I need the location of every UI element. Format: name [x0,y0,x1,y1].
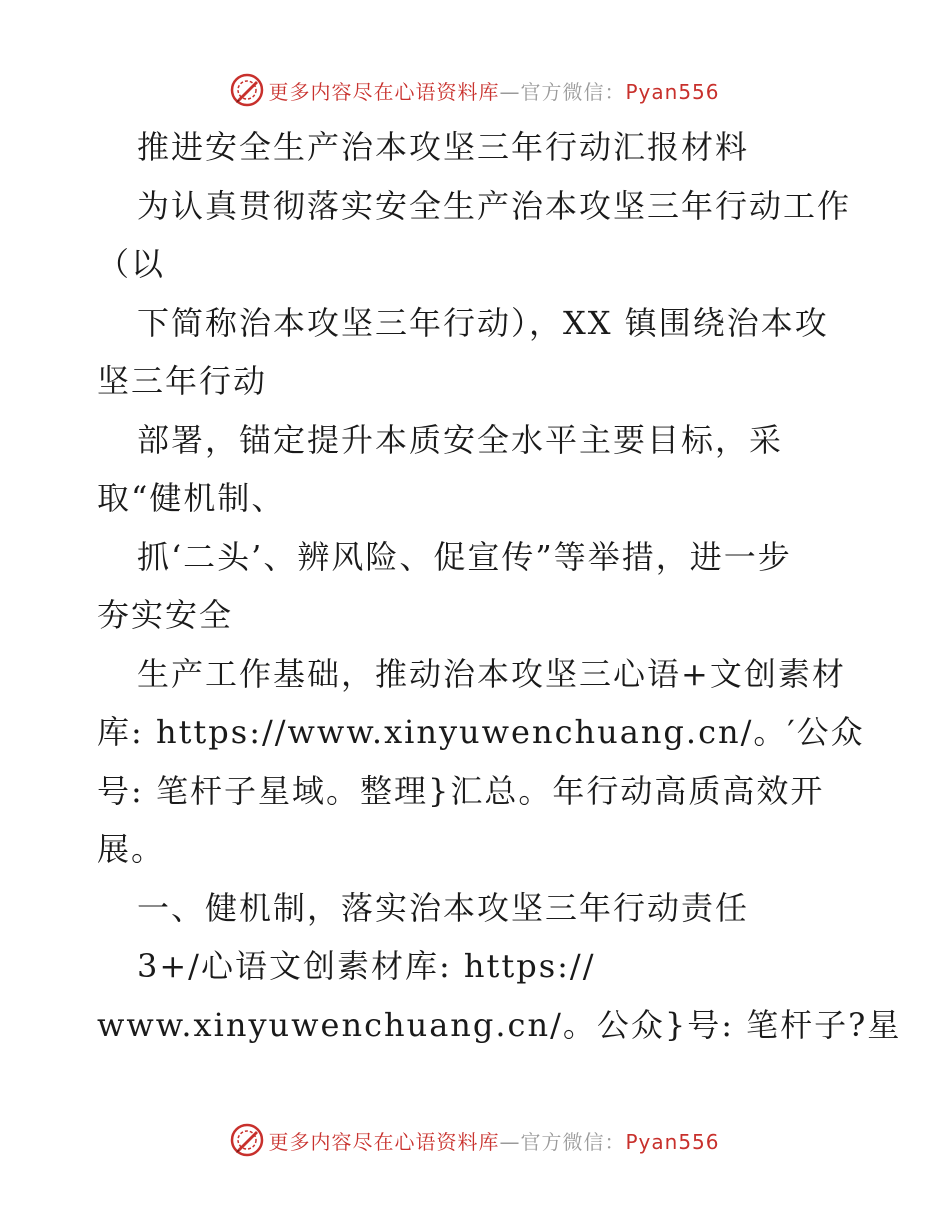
footer-watermark [0,1120,950,1160]
doc-line: 库: https://www.xinyuwenchuang.cn/。′公众 [97,713,865,751]
pen-logo-icon [230,73,264,107]
doc-line: 部署，锚定提升本质安全水平主要目标，采 [137,420,784,459]
section-heading: 一、健机制，落实治本攻坚三年行动责任 [137,888,750,927]
doc-line: 夯实安全 [97,596,234,634]
doc-title: 推进安全生产治本攻坚三年行动汇报材料 [137,128,750,166]
doc-line: 抓‘二头’、辨风险、促宣传”等举措，进一步 [137,537,792,576]
doc-line: （以 [97,245,166,283]
doc-line: 取“健机制、 [97,479,286,517]
doc-line: 坚三年行动 [97,362,268,400]
watermark-gray-text: —官方微信： [499,1129,626,1154]
doc-line: 展。 [97,830,166,868]
document-body [97,118,902,1054]
watermark-handle: Pyan556 [625,79,720,104]
watermark-handle: Pyan556 [625,1129,720,1154]
doc-line: 为认真贯彻落实安全生产治本攻坚三年行动工作 [137,186,852,225]
watermark-text [268,76,719,105]
doc-line: 3+/心语文创素材库: https:// [137,947,596,985]
doc-line: www.xinyuwenchuang.cn/。公众}号: 笔杆子?星 [97,1005,902,1044]
header-watermark [0,70,950,110]
watermark-red-text: 更多内容尽在心语资料库 [268,1129,500,1154]
watermark-gray-text: —官方微信： [499,79,626,104]
pen-logo-icon [230,1123,264,1157]
doc-line: 下简称治本攻坚三年行动），XX 镇围绕治本攻 [137,303,829,342]
doc-line: 生产工作基础，推动治本攻坚三心语+文创素材 [137,654,846,693]
watermark-text [268,1126,719,1155]
watermark-red-text: 更多内容尽在心语资料库 [268,79,500,104]
doc-line: 号: 笔杆子星域。整理}汇总。年行动高质高效开 [97,771,825,810]
